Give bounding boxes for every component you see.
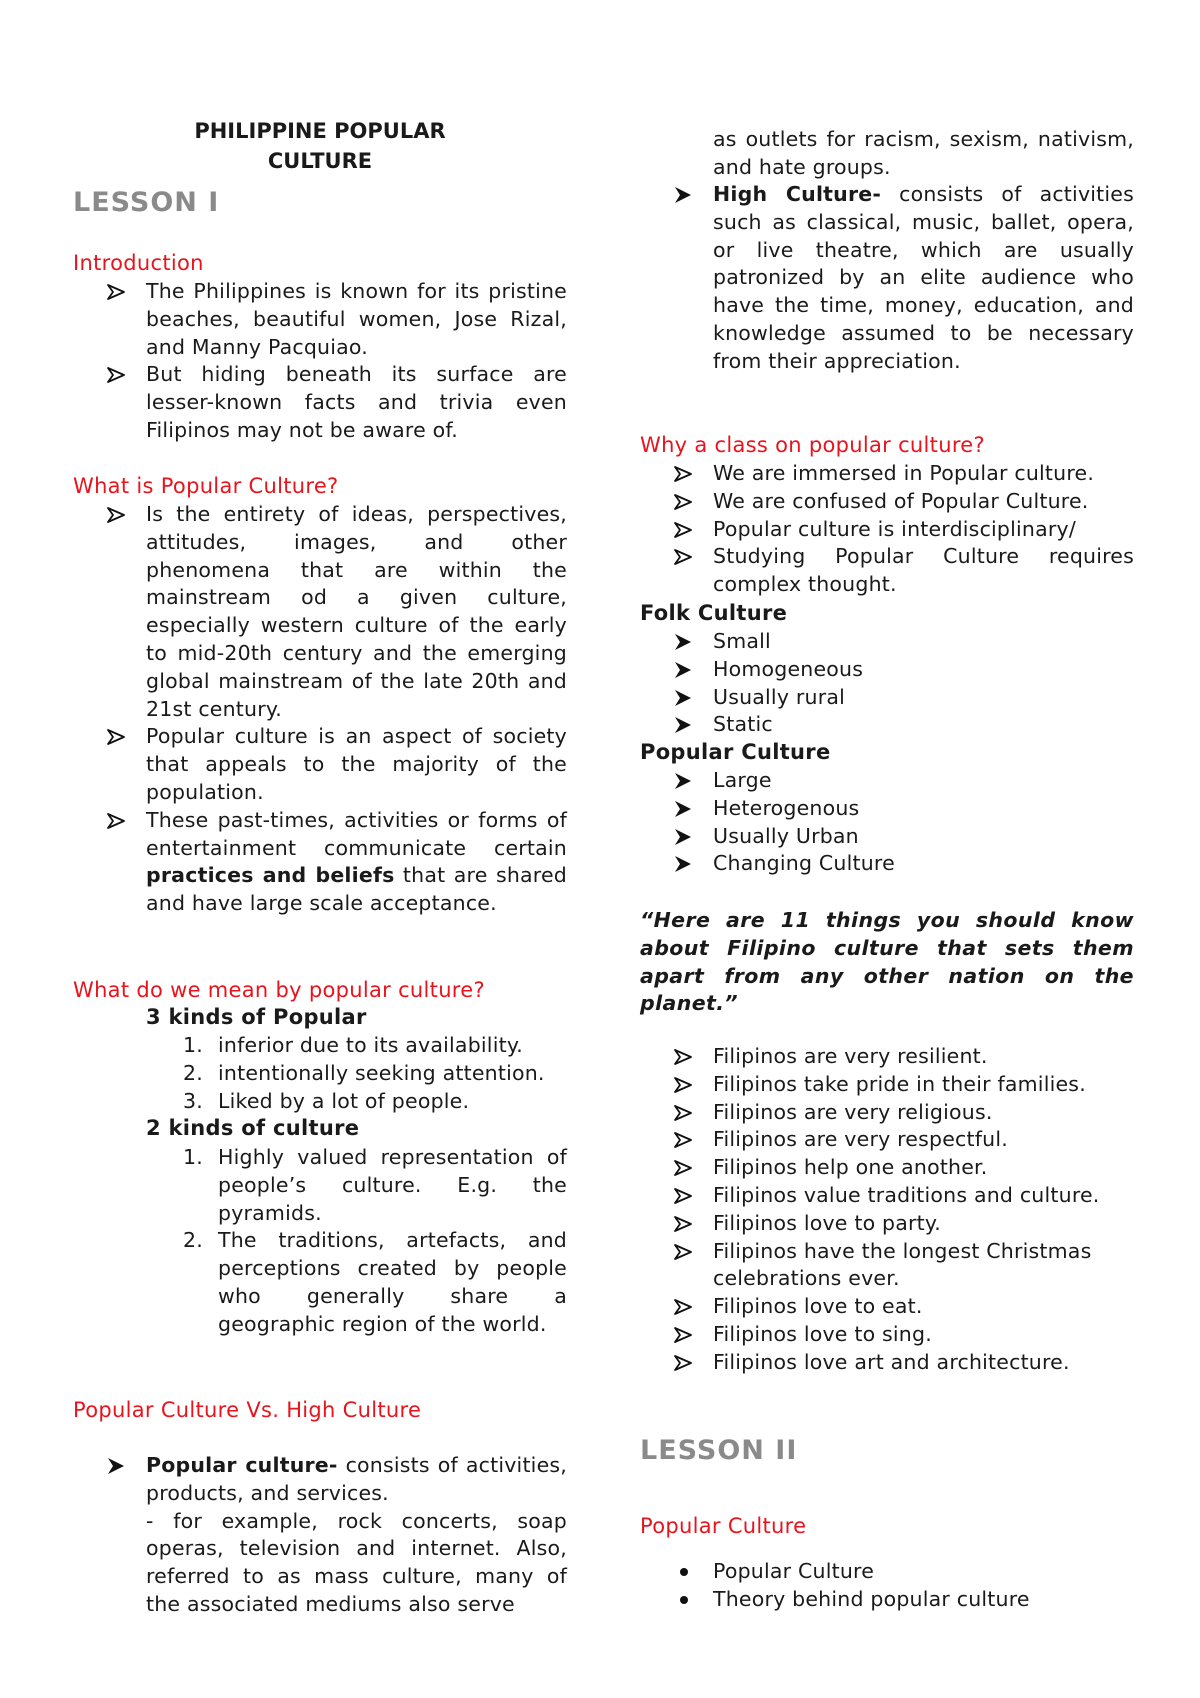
list-item xyxy=(73,361,567,444)
list-item-text: Homogeneous xyxy=(713,656,864,681)
arrow-bullet-icon xyxy=(673,1210,693,1238)
list-item-text: Highly valued representation of people’s culture. E.g. the pyramids. xyxy=(218,1145,567,1225)
lesson-2-heading: LESSON II xyxy=(640,1435,798,1466)
arrow-bullet-icon xyxy=(673,1099,693,1127)
list-item-text: Filipinos are very respectful. xyxy=(713,1127,1008,1152)
arrow-bullet-icon xyxy=(673,628,693,656)
list-item-text: Theory behind popular culture xyxy=(713,1586,1030,1611)
what-is-list xyxy=(73,501,567,918)
list-item xyxy=(640,1043,1134,1071)
list-item-text: consists of activities, products, and services. xyxy=(146,1453,567,1505)
introduction-heading: Introduction xyxy=(73,251,204,275)
arrow-bullet-icon xyxy=(673,823,693,851)
list-item xyxy=(73,278,567,361)
popular-culture-heading: Popular Culture xyxy=(640,740,831,764)
arrow-bullet-icon xyxy=(673,656,693,684)
list-item-text: Liked by a lot of people. xyxy=(218,1088,470,1113)
arrow-bullet-icon xyxy=(673,516,693,544)
list-item xyxy=(73,807,567,918)
list-item-text: The Philippines is known for its pristine beaches, beautiful women, Jose Rizal, and Manny Pacquiao. xyxy=(146,279,567,359)
arrow-bullet-icon xyxy=(673,1126,693,1154)
list-item xyxy=(73,1060,567,1088)
list-item xyxy=(73,723,567,806)
arrow-bullet-icon xyxy=(673,488,693,516)
vs-heading: Popular Culture Vs. High Culture xyxy=(73,1398,422,1422)
list-item-text: Filipinos love to eat. xyxy=(713,1294,923,1319)
list-item-text: that are shared and have large scale acceptance. xyxy=(146,863,567,916)
list-item-text: Filipinos are very resilient. xyxy=(713,1044,988,1068)
kinds-culture-label: 2 kinds of culture xyxy=(146,1116,360,1140)
arrow-bullet-icon xyxy=(673,1321,693,1349)
list-item-text: Studying Popular Culture requires complex thought. xyxy=(713,544,1134,597)
arrow-bullet-icon xyxy=(673,1349,693,1377)
list-item xyxy=(640,1349,1134,1377)
list-item xyxy=(640,850,1134,878)
quote-block: “Here are 11 things you should know about Filipino culture that sets them apart from any other nation on the planet.” xyxy=(640,908,1134,1016)
arrow-bullet-icon xyxy=(106,361,126,389)
list-item-text: Filipinos help one another. xyxy=(713,1155,988,1180)
list-item-text: Filipinos love art and architecture. xyxy=(713,1349,1070,1374)
arrow-bullet-icon xyxy=(106,501,126,529)
list-item-text: Popular culture is an aspect of society that appeals to the majority of the population. xyxy=(146,724,567,804)
arrow-bullet-icon xyxy=(673,767,693,795)
list-item xyxy=(640,711,1134,739)
lesson-2-popular-heading: Popular Culture xyxy=(640,1514,807,1538)
arrow-bullet-icon xyxy=(673,543,693,571)
what-is-heading: What is Popular Culture? xyxy=(73,474,339,498)
arrow-bullet-icon xyxy=(673,1182,693,1210)
kinds-culture-list xyxy=(73,1144,567,1339)
list-item-text: intentionally seeking attention. xyxy=(218,1060,545,1085)
arrow-bullet-icon xyxy=(673,1071,693,1099)
list-item xyxy=(640,1586,1134,1614)
list-item xyxy=(640,488,1134,516)
arrow-bullet-icon xyxy=(673,795,693,823)
kinds-popular-label: 3 kinds of Popular xyxy=(146,1005,367,1029)
list-item xyxy=(640,1558,1134,1586)
list-number: 3. xyxy=(183,1088,203,1113)
list-item xyxy=(640,767,1134,795)
list-item-text: Filipinos take pride in their families. xyxy=(713,1071,1086,1096)
list-item xyxy=(640,823,1134,851)
arrow-bullet-icon xyxy=(673,1043,693,1071)
arrow-bullet-icon xyxy=(673,1238,693,1266)
lesson-2-list xyxy=(640,1558,1134,1614)
list-number: 2. xyxy=(183,1060,203,1085)
arrow-bullet-icon xyxy=(673,460,693,488)
list-number: 1. xyxy=(183,1145,203,1169)
bullet-dot-icon xyxy=(680,1568,688,1576)
why-list xyxy=(640,460,1134,599)
doc-title xyxy=(73,116,567,176)
list-item-text: Changing Culture xyxy=(713,851,895,876)
list-item xyxy=(640,1071,1134,1099)
list-item-text: inferior due to its availability. xyxy=(218,1033,523,1057)
list-item-text: Filipinos love to party. xyxy=(713,1210,941,1235)
bold-phrase: practices and beliefs xyxy=(146,863,395,888)
list-item-text: The traditions, artefacts, and perceptions created by people who generally share a geographic region of the world. xyxy=(218,1228,567,1336)
list-item xyxy=(640,1321,1134,1349)
list-item-text: But hiding beneath its surface are lesser-known facts and trivia even Filipinos may not be aware of. xyxy=(146,362,567,442)
list-item-text: Filipinos have the longest Christmas celebrations ever. xyxy=(713,1238,1092,1291)
arrow-bullet-icon xyxy=(673,684,693,712)
title-line-2: CULTURE xyxy=(267,149,373,173)
high-culture-label: High Culture- xyxy=(713,182,882,206)
list-item xyxy=(640,181,1134,376)
folk-culture-heading: Folk Culture xyxy=(640,601,788,625)
arrow-bullet-icon xyxy=(106,723,126,751)
list-number: 1. xyxy=(183,1033,203,1057)
list-item xyxy=(640,460,1134,488)
arrow-bullet-icon xyxy=(673,1154,693,1182)
vs-list-left xyxy=(73,1452,567,1619)
why-heading: Why a class on popular culture? xyxy=(640,433,985,457)
list-item-text: Usually rural xyxy=(713,684,845,709)
lesson-1-heading: LESSON I xyxy=(73,187,220,218)
popular-culture-example-continued: as outlets for racism, sexism, nativism, and hate groups. xyxy=(713,127,1134,179)
list-item-text: Filipinos are very religious. xyxy=(713,1099,993,1124)
list-item xyxy=(640,1210,1134,1238)
list-item xyxy=(640,1238,1134,1294)
arrow-bullet-icon xyxy=(673,181,693,209)
list-number: 2. xyxy=(183,1228,203,1253)
list-item-text: Popular culture is interdisciplinary/ xyxy=(713,516,1076,541)
list-item-text: Small xyxy=(713,629,771,653)
popular-culture-label: Popular culture- xyxy=(146,1453,338,1477)
list-item-text: Static xyxy=(713,712,773,737)
arrow-bullet-icon xyxy=(106,1452,126,1480)
list-item xyxy=(640,543,1134,599)
list-item-text: Popular Culture xyxy=(713,1559,875,1583)
title-line-1: PHILIPPINE POPULAR xyxy=(194,119,446,143)
list-item-text: Filipinos love to sing. xyxy=(713,1321,932,1346)
list-item xyxy=(640,795,1134,823)
list-item xyxy=(640,1293,1134,1321)
folk-culture-list xyxy=(640,628,1134,739)
arrow-bullet-icon xyxy=(673,1293,693,1321)
list-item-text: Filipinos value traditions and culture. xyxy=(713,1182,1100,1207)
filipino-traits-list xyxy=(640,1043,1134,1377)
list-item-text: Large xyxy=(713,768,772,792)
list-item xyxy=(640,1126,1134,1154)
list-item-text: We are confused of Popular Culture. xyxy=(713,488,1089,513)
arrow-bullet-icon xyxy=(106,807,126,835)
bullet-dot-icon xyxy=(680,1596,688,1604)
arrow-bullet-icon xyxy=(673,711,693,739)
list-item-text: Is the entirety of ideas, perspectives, attitudes, images, and other phenomena that are within the mainstream od a given culture, especially western culture of the early to mid-20th century and the emerging global mainstream of the late 20th and 21st century. xyxy=(146,502,567,721)
list-item xyxy=(640,628,1134,656)
list-item xyxy=(640,656,1134,684)
list-item xyxy=(73,1088,567,1116)
list-item xyxy=(73,1144,567,1227)
list-item xyxy=(73,501,567,723)
list-item xyxy=(73,1227,567,1338)
list-item-text: These past-times, activities or forms of entertainment communicate certain xyxy=(146,807,567,860)
list-item xyxy=(640,1154,1134,1182)
arrow-bullet-icon xyxy=(106,278,126,306)
list-item xyxy=(640,684,1134,712)
list-item xyxy=(640,1182,1134,1210)
introduction-list xyxy=(73,278,567,445)
list-item xyxy=(640,516,1134,544)
list-item-text: Usually Urban xyxy=(713,823,859,848)
what-mean-heading: What do we mean by popular culture? xyxy=(73,978,485,1002)
list-item xyxy=(73,1032,567,1060)
popular-culture-list xyxy=(640,767,1134,878)
high-culture-list xyxy=(640,181,1134,376)
popular-culture-example: - for example, rock concerts, soap operas, television and internet. Also, referred to as mass culture, many of the associated mediums also serve xyxy=(146,1508,567,1616)
list-item xyxy=(73,1452,567,1619)
list-item-text: We are immersed in Popular culture. xyxy=(713,461,1095,485)
list-item xyxy=(640,1099,1134,1127)
kinds-popular-list xyxy=(73,1032,567,1115)
arrow-bullet-icon xyxy=(673,850,693,878)
list-item-text: consists of activities such as classical, music, ballet, opera, or live theatre, which are usually patronized by an elite audience who have the time, money, education, and knowledge assumed to be necessary from their appreciation. xyxy=(713,182,1134,373)
list-item-text: Heterogenous xyxy=(713,795,860,820)
